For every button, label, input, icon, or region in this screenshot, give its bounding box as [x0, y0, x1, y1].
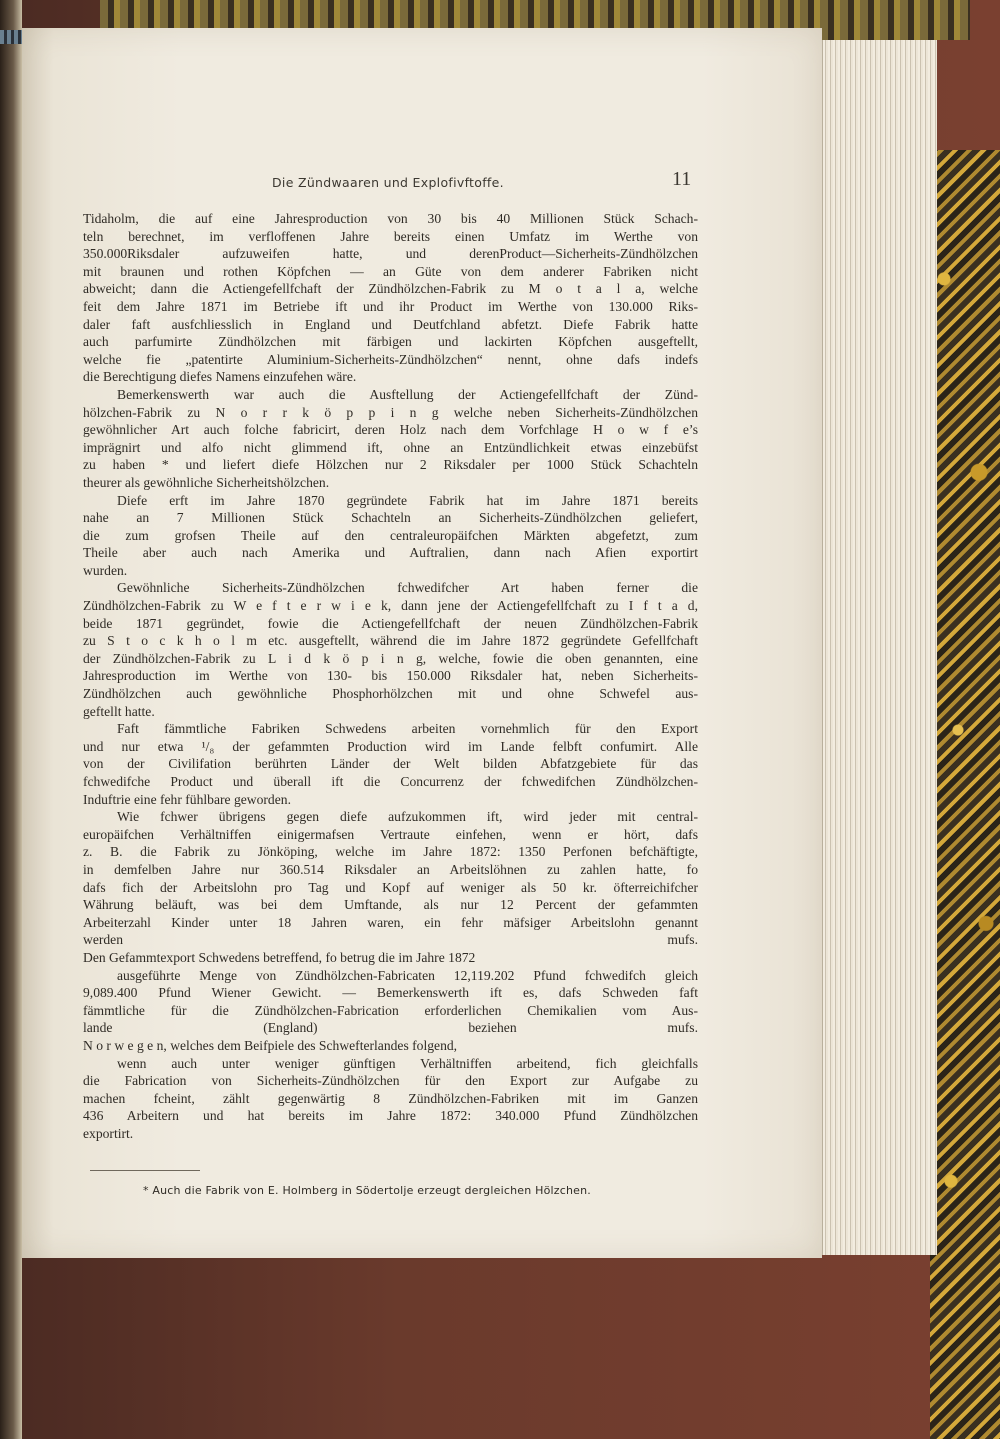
text-line: 9,089.400 Pfund Wiener Gewicht. — Bemerkenswerth ift es, dafs Schweden faft [83, 985, 698, 1001]
text-line: 436 Arbeitern und hat bereits im Jahre 1872: 340.000 Pfund Zündhölzchen [83, 1108, 698, 1124]
text-line: Theile aber auch nach Amerika und Auftralien, dann nach Afien exportirt [83, 545, 698, 561]
text-line: N o r w e g e n, welches dem Beifpiele des Schwefterlandes folgend, [83, 1037, 458, 1053]
text-line: die zum grofsen Theile auf den centraleuropäifchen Märkten abgefetzt, zum [83, 527, 698, 543]
text-line: von der Civilifation berührten Länder der Welt bilden Abfatzgebiete für das [83, 756, 698, 772]
text-line: teln berechnet, im verfloffenen Jahre bereits einen Umfatz im Werthe von [83, 228, 698, 244]
text-line: nahe an 7 Millionen Stück Schachteln an Sicherheits-Zündhölzchen geliefert, [83, 510, 698, 526]
text-line: Wie fchwer übrigens gegen diefe aufzukommen ift, wird jeder mit central- [117, 809, 698, 825]
text-line: die Fabrication von Sicherheits-Zündhölzchen für den Export zur Aufgabe zu [83, 1073, 698, 1089]
text-line: lande (England) beziehen mufs. [83, 1020, 698, 1036]
text-line: in demfelben Jahre nur 360.514 Riksdaler an Arbeitslöhnen zu zahlen hatte, fo [83, 861, 698, 877]
text-line: mit braunen und rothen Köpfchen — an Güte von dem anderer Fabriken nicht [83, 263, 698, 279]
page-number: 11 [672, 168, 692, 190]
text-line: fämmtliche für die Zündhölzchen-Fabrication erforderlichen Chemikalien vom Aus- [83, 1002, 698, 1018]
text-line: theurer als gewöhnliche Sicherheitshölzchen. [83, 474, 330, 490]
footnote: * Auch die Fabrik von E. Holmberg in Södertolje erzeugt dergleichen Hölzchen. [143, 1184, 591, 1197]
text-line: hölzchen-Fabrik zu N o r r k ö p p i n g welche neben Sicherheits-Zündhölzchen [83, 404, 698, 420]
text-line: die Berechtigung diefes Namens einzufehen wäre. [83, 369, 357, 385]
text-line: und nur etwa ¹/₈ der gefammten Production wird im Lande felbft confumirt. Alle [83, 738, 698, 754]
text-line: zu haben * und liefert diefe Hölzchen nur 2 Riksdaler per 1000 Stück Schachteln [83, 457, 698, 473]
footnote-rule [90, 1170, 200, 1171]
text-line: machen fcheint, zählt gegenwärtig 8 Zündhölzchen-Fabriken mit im Ganzen [83, 1090, 698, 1106]
body-text [83, 210, 698, 1142]
text-line: Induftrie eine fehr fühlbare geworden. [83, 791, 291, 807]
text-line: exportirt. [83, 1125, 134, 1141]
text-line: z. B. die Fabrik zu Jönköping, welche im Jahre 1872: 1350 Perfonen befchäftigte, [83, 844, 698, 860]
marbled-fore-edge [930, 150, 1000, 1439]
text-line: fchwedifche Product und überall ift die Concurrenz der fchwedifchen Zündhölzchen- [83, 774, 698, 789]
text-line: beide 1871 gegründet, fowie die Actiengefellfchaft der neuen Zündhölzchen-Fabrik [83, 615, 698, 631]
text-line: geftellt hatte. [83, 703, 155, 719]
text-line: auch parfumirte Zündhölzchen mit färbigen und lackirten Köpfchen ausgeftellt, [83, 334, 698, 350]
text-line: imprägnirt und alfo nicht glimmend ift, ohne an Entzündlichkeit etwas einzebüfst [83, 439, 698, 455]
text-line: europäifchen Verhältniffen einigermafsen Vertraute einfehen, wenn er hört, dafs [83, 826, 698, 842]
text-line: Zündhölzchen auch gewöhnliche Phosphorhölzchen mit und ohne Schwefel aus- [83, 686, 698, 702]
text-line: welche fie „patentirte Aluminium-Sicherheits-Zündhölzchen“ nennt, ohne dafs indefs [83, 351, 698, 367]
text-line: Bemerkenswerth war auch die Ausftellung der Actiengefellfchaft der Zünd- [117, 386, 698, 402]
text-line: ausgeführte Menge von Zündhölzchen-Fabricaten 12,119.202 Pfund fchwedifch gleich [117, 967, 698, 983]
text-line: Tidaholm, die auf eine Jahresproduction von 30 bis 40 Millionen Stück Schach- [83, 211, 698, 226]
text-line: 350.000Riksdaler aufzuweifen hatte, und derenProduct—Sicherheits-Zündhölzchen [83, 246, 698, 262]
text-line: daler faft ausfchliesslich in England und Deutfchland abfetzt. Diefe Fabrik hatte [83, 316, 698, 332]
running-head: Die Zündwaaren und Explofivftoffe. [272, 175, 504, 190]
text-line: dafs fich der Arbeitslohn pro Tag und Kopf auf weniger als 50 kr. öfterreichifcher [83, 879, 698, 895]
page-block-edges [822, 40, 937, 1255]
text-line: zu S t o c k h o l m etc. ausgeftellt, während die im Jahre 1872 gegründete Gefellfchaft [83, 633, 698, 649]
text-line: abweicht; dann die Actiengefellfchaft der Zündhölzchen-Fabrik zu M o t a l a, welche [83, 281, 698, 297]
text-line: Währung beläuft, was bei dem Umftande, als nur 12 Percent der gefammten [83, 897, 698, 913]
text-line: feit dem Jahre 1871 im Betriebe ift und ihr Product im Werthe von 130.000 Riks- [83, 298, 698, 314]
text-line: Faft fämmtliche Fabriken Schwedens arbeiten vornehmlich für den Export [117, 721, 698, 737]
text-line: Diefe erft im Jahre 1870 gegründete Fabrik hat im Jahre 1871 bereits [117, 492, 698, 508]
text-line: wenn auch unter weniger günftigen Verhältniffen arbeitend, fich gleichfalls [117, 1055, 698, 1071]
text-line: Arbeiterzahl Kinder unter 18 Jahren waren, ein fehr mäfsiger Arbeitslohn genannt [83, 914, 698, 930]
text-line: gewöhnlicher Art auch folche fabricirt, deren Holz nach dem Vorfchlage H o w f e’s [83, 422, 698, 438]
text-line: der Zündhölzchen-Fabrik zu L i d k ö p i n g, welche, fowie die oben genannten, eine [83, 650, 698, 666]
text-line: Jahresproduction im Werthe von 130- bis 150.000 Riksdaler hat, neben Sicherheits- [83, 668, 698, 684]
text-line: Zündhölzchen-Fabrik zu W e f t e r w i e k, dann jene der Actiengefellfchaft zu I f t a d, [83, 598, 698, 614]
facing-page-edge [0, 0, 22, 1439]
text-line: wurden. [83, 562, 128, 578]
text-line: Den Gefammtexport Schwedens betreffend, fo betrug die im Jahre 1872 [83, 949, 476, 965]
text-line: Gewöhnliche Sicherheits-Zündhölzchen fchwedifcher Art haben ferner die [117, 580, 698, 596]
text-line: werden mufs. [83, 932, 698, 948]
